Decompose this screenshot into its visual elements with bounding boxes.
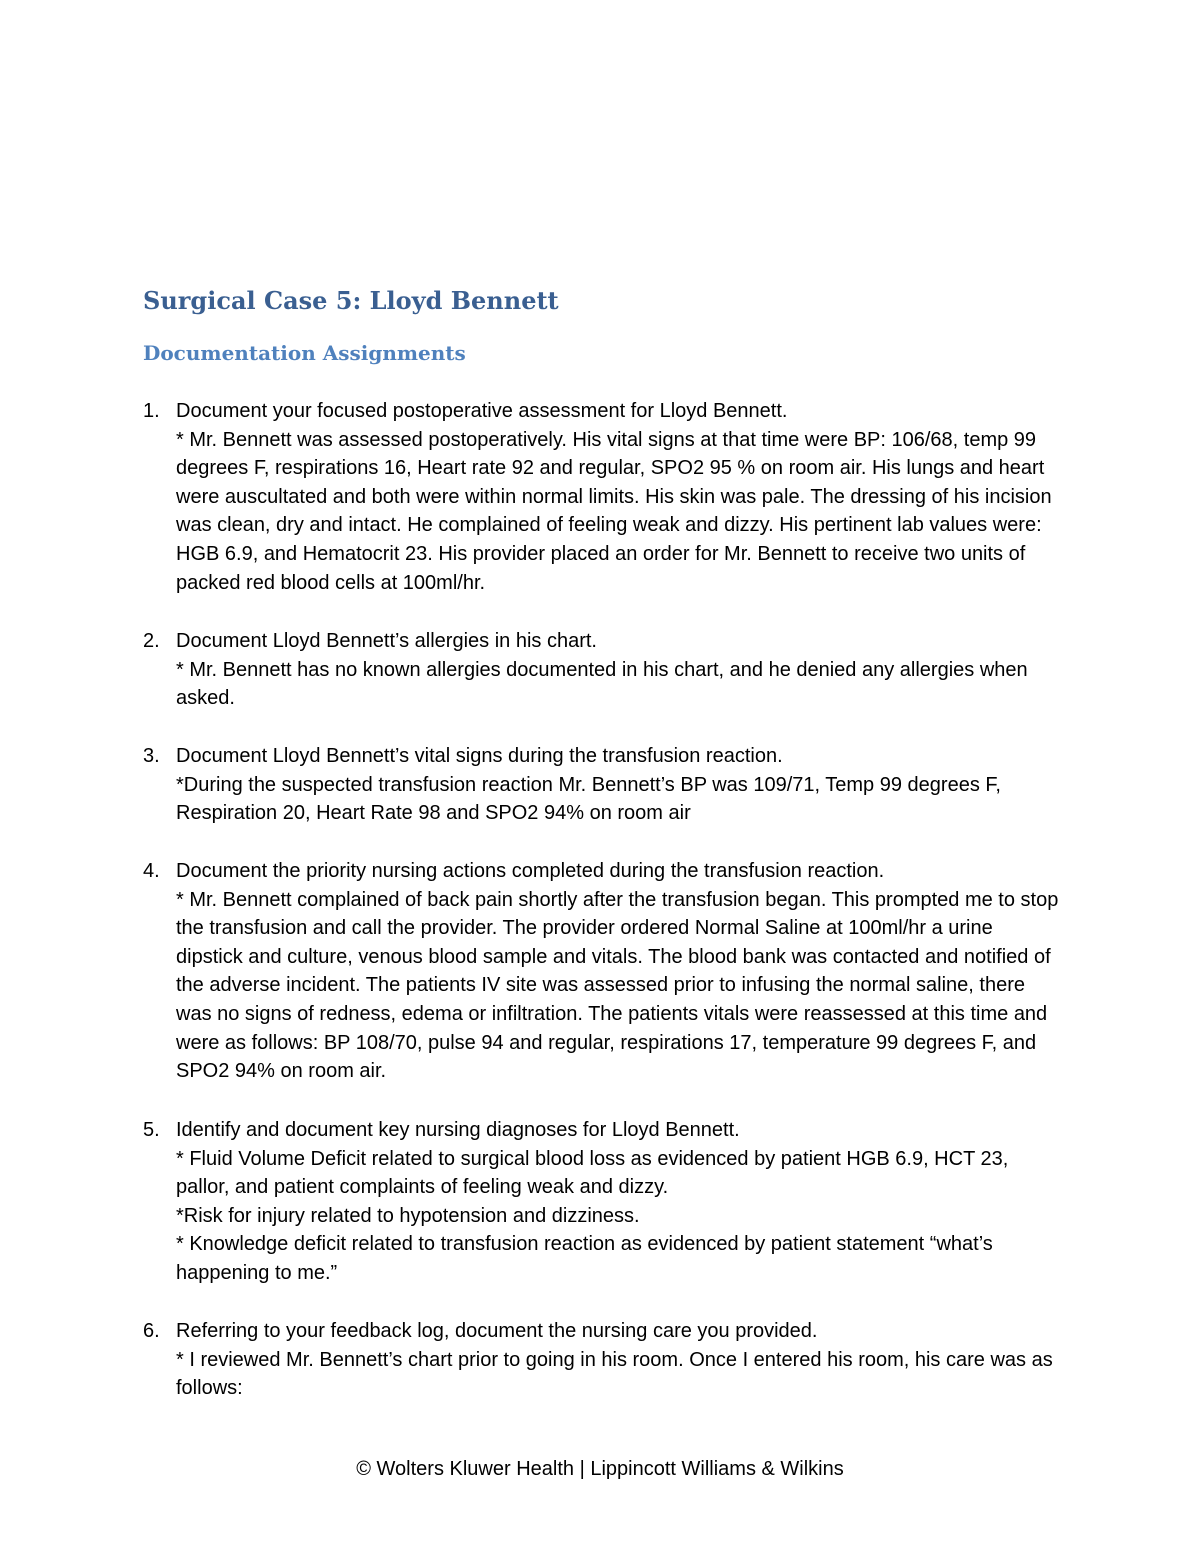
list-item-1 [143,397,1063,597]
list-item-number: 2. [143,630,160,652]
list-item-question: Identify and document key nursing diagnoses for Lloyd Bennett. [176,1119,740,1141]
page-footer: © Wolters Kluwer Health | Lippincott Williams & Wilkins [356,1458,844,1480]
list-item-answer: * Fluid Volume Deficit related to surgical blood loss as evidenced by patient HGB 6.9, HCT 23, pallor, and patient complaints of feeling weak and dizzy. [176,1147,1009,1199]
list-item-number: 5. [143,1119,160,1141]
list-item-3 [143,742,1063,828]
list-item-4 [143,857,1063,1086]
list-item-question: Document your focused postoperative assessment for Lloyd Bennett. [176,400,788,422]
list-item-number: 3. [143,745,160,767]
list-item-question: Referring to your feedback log, document the nursing care you provided. [176,1320,818,1342]
list-item-5 [143,1116,1063,1288]
list-item-number: 1. [143,400,160,422]
list-item-number: 4. [143,860,160,882]
list-item-answer: * Mr. Bennett has no known allergies documented in his chart, and he denied any allergies when asked. [176,658,1028,710]
list-item-question: Document Lloyd Bennett’s vital signs during the transfusion reaction. [176,745,783,767]
list-item-6 [143,1317,1063,1403]
list-item-answer: * Mr. Bennett was assessed postoperatively. His vital signs at that time were BP: 106/68, temp 99 degrees F, respirations 16, Heart rate 92 and regular, SPO2 95 % on room air. His lungs and heart were auscultated and both were within normal limits. His skin was pale. The dressing of his incision was clean, dry and intact. He complained of feeling weak and dizzy. His pertinent lab values were: HGB 6.9, and Hematocrit 23. His provider placed an order for Mr. Bennett to receive two units of packed red blood cells at 100ml/hr. [176,428,1052,594]
list-item-question: Document the priority nursing actions completed during the transfusion reaction. [176,860,885,882]
list-item-answer: * Mr. Bennett complained of back pain shortly after the transfusion began. This prompted me to stop the transfusion and call the provider. The provider ordered Normal Saline at 100ml/hr a urine dipstick and culture, venous blood sample and vitals. The blood bank was contacted and notified of the adverse incident. The patients IV site was assessed prior to infusing the normal saline, there was no signs of redness, edema or infiltration. The patients vitals were reassessed at this time and were as follows: BP 108/70, pulse 94 and regular, respirations 17, temperature 99 degrees F, and SPO2 94% on room air. [176,888,1059,1083]
list-item-number: 6. [143,1320,160,1342]
section-heading: Documentation Assignments [143,341,466,365]
page-title: Surgical Case 5: Lloyd Bennett [143,286,559,315]
list-item-2 [143,627,1063,713]
list-item-answer: * Knowledge deficit related to transfusion reaction as evidenced by patient statement “what’s happening to me.” [176,1233,993,1284]
list-item-question: Document Lloyd Bennett’s allergies in his chart. [176,630,597,652]
list-item-answer: *During the suspected transfusion reaction Mr. Bennett’s BP was 109/71, Temp 99 degrees F, Respiration 20, Heart Rate 98 and SPO2 94% on room air [176,773,1001,825]
list-item-answer: * I reviewed Mr. Bennett’s chart prior to going in his room. Once I entered his room, his care was as follows: [176,1348,1053,1400]
list-item-answer: *Risk for injury related to hypotension and dizziness. [176,1204,640,1227]
